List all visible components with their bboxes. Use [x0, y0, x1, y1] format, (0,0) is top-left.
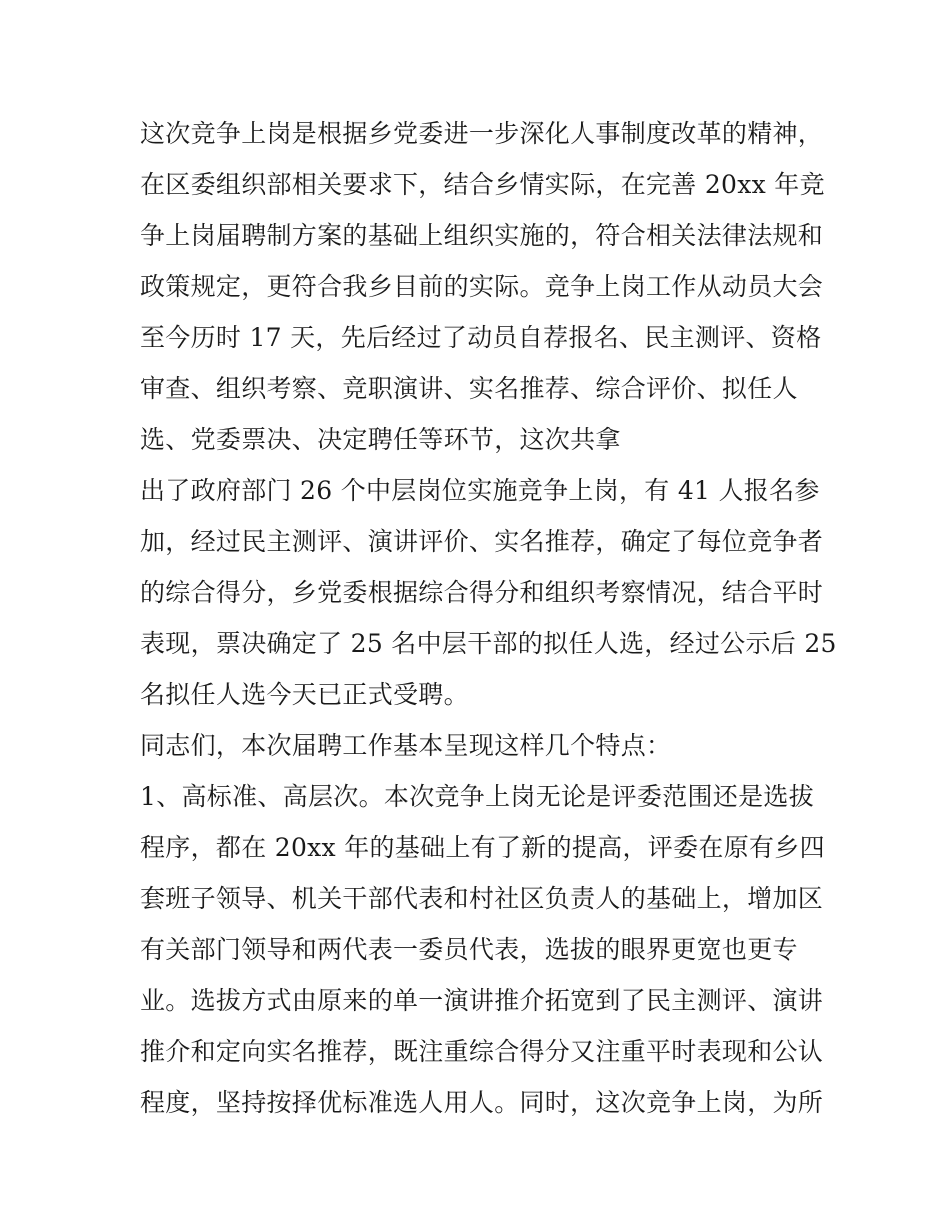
text-line: 这次竞争上岗是根据乡党委进一步深化人事制度改革的精神，	[140, 119, 824, 148]
text-line: 名拟任人选今天已正式受聘。	[140, 680, 469, 709]
text-line: 在区委组织部相关要求下，结合乡情实际，在完善 20xx 年竞	[140, 170, 825, 199]
text-line: 争上岗届聘制方案的基础上组织实施的，符合相关法律法规和	[140, 221, 824, 250]
text-line: 同志们，本次届聘工作基本呈现这样几个特点：	[140, 731, 672, 760]
text-line: 程序，都在 20xx 年的基础上有了新的提高，评委在原有乡四	[140, 833, 825, 862]
text-line: 选、党委票决、决定聘任等环节，这次共拿	[140, 425, 621, 454]
text-line: 程度，坚持按择优标准选人用人。同时，这次竞争上岗，为所	[140, 1088, 824, 1117]
text-line: 套班子领导、机关干部代表和村社区负责人的基础上，增加区	[140, 884, 824, 913]
text-line: 1、高标准、高层次。本次竞争上岗无论是评委范围还是选拔	[140, 782, 815, 811]
text-line: 政策规定，更符合我乡目前的实际。竞争上岗工作从动员大会	[140, 272, 824, 301]
text-line: 至今历时 17 天，先后经过了动员自荐报名、民主测评、资格	[140, 323, 822, 352]
text-line: 表现，票决确定了 25 名中层干部的拟任人选，经过公示后 25	[140, 629, 837, 658]
text-line: 有关部门领导和两代表一委员代表，选拔的眼界更宽也更专	[140, 935, 798, 964]
text-line: 审查、组织考察、竞职演讲、实名推荐、综合评价、拟任人	[140, 374, 798, 403]
body-text	[140, 108, 837, 1128]
text-line: 的综合得分，乡党委根据综合得分和组织考察情况，结合平时	[140, 578, 824, 607]
text-line: 业。选拔方式由原来的单一演讲推介拓宽到了民主测评、演讲	[140, 986, 824, 1015]
text-line: 出了政府部门 26 个中层岗位实施竞争上岗，有 41 人报名参	[140, 476, 820, 505]
text-line: 加，经过民主测评、演讲评价、实名推荐，确定了每位竞争者	[140, 527, 824, 556]
text-line: 推介和定向实名推荐，既注重综合得分又注重平时表现和公认	[140, 1037, 824, 1066]
